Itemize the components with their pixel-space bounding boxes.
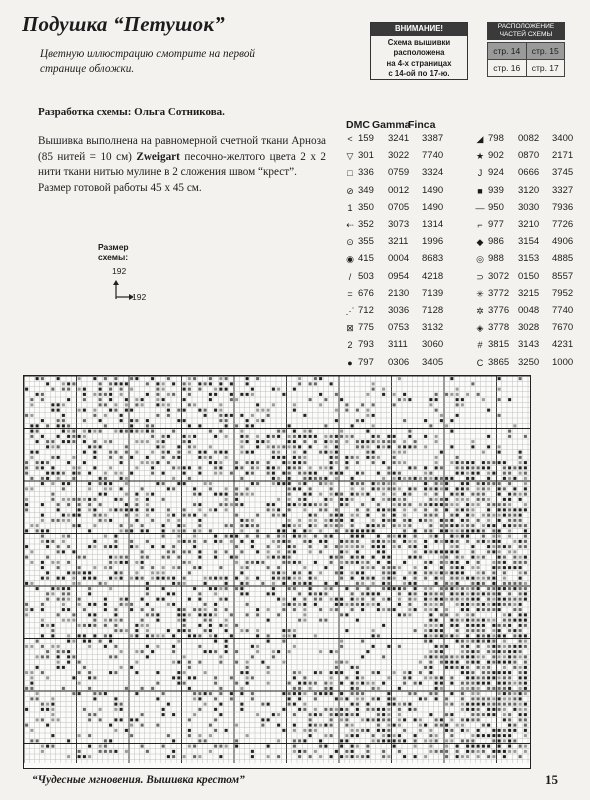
finca-number: 7936 <box>552 201 574 213</box>
finca-number: 2171 <box>552 150 574 162</box>
description-text: песочно-желтого цвета 2 х 2 нити ткани нитью мулине в 2 сложения швом “крест”. <box>38 150 326 178</box>
gamma-number: 2130 <box>388 287 410 299</box>
double-equals-symbol-icon: = <box>347 288 353 299</box>
finca-number: 3745 <box>552 167 574 179</box>
finca-number: 3400 <box>552 133 574 144</box>
designer-credit: Разработка схемы: Ольга Сотникова. <box>38 106 225 118</box>
page-cell: стр. 14 <box>488 43 527 60</box>
notice-line: на 4-х страницах <box>386 58 452 68</box>
gamma-number: 3210 <box>518 219 540 230</box>
star-symbol-icon: ★ <box>475 151 485 162</box>
finca-number: 4885 <box>552 253 574 265</box>
dmc-number: 939 <box>488 184 504 196</box>
less-than-symbol-icon: < <box>347 134 353 144</box>
finished-size: Размер готовой работы 45 х 45 см. <box>38 181 202 194</box>
circle-dot-symbol-icon: ⊙ <box>346 237 354 248</box>
digit-two-symbol-icon: 2 <box>347 340 353 351</box>
finca-number: 7128 <box>422 305 444 316</box>
size-height: 192 <box>112 266 127 276</box>
slashed-circle-symbol-icon: ⊘ <box>346 185 354 196</box>
finca-number: 7740 <box>422 150 444 162</box>
size-label: схемы: <box>98 252 129 262</box>
notice-heading: ВНИМАНИЕ! <box>371 23 467 36</box>
dmc-number: 3865 <box>488 356 510 368</box>
gamma-number: 3143 <box>518 339 540 351</box>
dmc-number: 712 <box>358 305 374 316</box>
notice-line: с 14-ой по 17-ю. <box>388 69 450 78</box>
gamma-number: 3215 <box>518 287 540 299</box>
finca-number: 7740 <box>552 305 574 316</box>
legend-header: DMC <box>346 119 370 131</box>
finca-number: 1490 <box>422 184 444 196</box>
legend-header: Finca <box>408 119 436 131</box>
gamma-number: 0150 <box>518 270 540 282</box>
triangle-down-symbol-icon: ▽ <box>346 151 354 162</box>
page-cell: стр. 16 <box>488 60 527 77</box>
gamma-number: 0870 <box>518 150 540 162</box>
filled-square-symbol-icon: ■ <box>477 185 483 196</box>
gamma-number: 3211 <box>388 236 409 248</box>
magazine-title: “Чудесные мгновения. Вышивка крестом” <box>32 774 245 786</box>
page-number: 15 <box>545 772 558 787</box>
gamma-number: 3036 <box>388 305 410 316</box>
gamma-number: 3028 <box>518 322 540 334</box>
gamma-number: 0666 <box>518 167 540 179</box>
description <box>38 134 326 196</box>
target-symbol-icon: ◎ <box>476 254 484 265</box>
dmc-number: 352 <box>358 219 374 230</box>
dmc-number: 159 <box>358 133 374 144</box>
dmc-number: 503 <box>358 270 374 282</box>
dmc-number: 3776 <box>488 305 510 316</box>
dmc-number: 775 <box>358 322 374 334</box>
gamma-number: 0306 <box>388 356 410 368</box>
size-width: 192 <box>132 292 147 302</box>
finca-number: 8557 <box>552 270 574 282</box>
gamma-number: 3030 <box>518 201 540 213</box>
finca-number: 1314 <box>422 219 444 230</box>
page-title: Подушка “Петушок” <box>22 12 225 36</box>
gamma-number: 3154 <box>518 236 540 248</box>
gamma-number: 0954 <box>388 270 410 282</box>
description-text: Вышивка выполнена на равномерной счетной ткани Арноза (85 нитей = 10 см) <box>38 135 326 163</box>
page-cell: стр. 17 <box>526 60 565 77</box>
filled-circle-dot-symbol-icon: ◉ <box>346 254 354 265</box>
notice-line: расположена <box>393 48 445 57</box>
gamma-number: 0048 <box>518 305 540 316</box>
dmc-number: 797 <box>358 356 374 368</box>
finca-number: 7952 <box>552 287 574 299</box>
pages-table <box>487 42 565 77</box>
crossed-square-symbol-icon: ⊠ <box>346 323 354 334</box>
sun-symbol-icon: ✲ <box>476 306 484 316</box>
finca-number: 3405 <box>422 356 444 368</box>
finca-number: 7139 <box>422 287 444 299</box>
dmc-number: 798 <box>488 133 504 144</box>
dmc-number: 676 <box>358 287 374 299</box>
dmc-number: 902 <box>488 150 504 162</box>
square-outline-symbol-icon: □ <box>347 168 353 179</box>
brand-name: Zweigart <box>136 150 180 163</box>
pages-heading: РАСПОЛОЖЕНИЕ <box>497 23 555 30</box>
asterisk-symbol-icon: ✳ <box>476 288 484 299</box>
slash-symbol-icon: / <box>348 271 352 282</box>
size-label: Размер <box>98 242 129 252</box>
finca-number: 1996 <box>422 236 444 248</box>
finca-number: 8683 <box>422 253 444 265</box>
gamma-number: 3250 <box>518 356 540 368</box>
dmc-number: 986 <box>488 236 504 248</box>
pages-heading: ЧАСТЕЙ СХЕМЫ <box>499 31 553 38</box>
dash-symbol-icon: — <box>475 202 485 213</box>
dmc-number: 301 <box>358 150 374 162</box>
gamma-number: 0012 <box>388 184 410 196</box>
letter-c-symbol-icon: C <box>476 357 484 368</box>
curve-symbol-icon: ⊃ <box>476 271 484 282</box>
dmc-number: 977 <box>488 219 504 230</box>
finca-number: 3324 <box>422 167 444 179</box>
gamma-number: 3073 <box>388 219 410 230</box>
scheme-size <box>98 242 158 302</box>
dmc-number: 3772 <box>488 287 510 299</box>
finca-number: 4218 <box>422 270 444 282</box>
dmc-number: 3815 <box>488 339 510 351</box>
gamma-number: 0082 <box>518 133 540 144</box>
finca-number: 4231 <box>552 339 574 351</box>
finca-number: 3327 <box>552 184 574 196</box>
gamma-number: 3241 <box>388 133 410 144</box>
finca-number: 3387 <box>422 133 444 144</box>
dmc-number: 950 <box>488 201 504 213</box>
filled-dot-symbol-icon: ● <box>347 357 353 368</box>
corner-symbol-icon: ⌐ <box>477 220 483 230</box>
hash-symbol-icon: # <box>477 340 483 351</box>
arrow-left-symbol-icon: ⇠ <box>346 220 354 230</box>
legend-header: Gamma <box>372 119 411 131</box>
dmc-number: 355 <box>358 236 374 248</box>
dmc-number: 349 <box>358 184 374 196</box>
finca-number: 7726 <box>552 219 574 230</box>
dmc-number: 793 <box>358 339 374 351</box>
gamma-number: 0753 <box>388 322 410 334</box>
dmc-number: 415 <box>358 253 374 265</box>
finca-number: 3132 <box>422 322 444 334</box>
finca-number: 7670 <box>552 322 574 334</box>
finca-number: 3060 <box>422 339 444 351</box>
finca-number: 1000 <box>552 356 574 368</box>
letter-j-symbol-icon: J <box>477 168 483 179</box>
stitch-grid <box>24 376 530 763</box>
scheme-pages-box <box>487 22 565 84</box>
subtitle: Цветную иллюстрацию смотрите на первой странице обложки. <box>40 48 256 75</box>
finca-number: 4906 <box>552 236 574 248</box>
diamond-symbol-icon: ◆ <box>476 237 484 248</box>
gamma-number: 3153 <box>518 253 540 265</box>
dmc-number: 336 <box>358 167 374 179</box>
digit-one-symbol-icon: 1 <box>347 202 353 213</box>
cross-stitch-chart <box>23 375 531 769</box>
notice-line: Схема вышивки <box>387 37 451 47</box>
dmc-number: 924 <box>488 167 504 179</box>
page-cell: стр. 15 <box>526 43 565 60</box>
dot-slash-symbol-icon: ⋰ <box>345 306 355 316</box>
gamma-number: 0759 <box>388 167 410 179</box>
gamma-number: 0705 <box>388 201 410 213</box>
dmc-number: 3072 <box>488 270 510 282</box>
diamond-outline-symbol-icon: ◈ <box>476 323 484 334</box>
notice-box <box>370 22 468 80</box>
finca-number: 1490 <box>422 201 444 213</box>
gamma-number: 3120 <box>518 184 540 196</box>
filled-triangle-symbol-icon: ◢ <box>476 134 484 144</box>
gamma-number: 0004 <box>388 253 410 265</box>
gamma-number: 3111 <box>388 339 408 351</box>
dmc-number: 350 <box>358 201 374 213</box>
dmc-number: 3778 <box>488 322 510 334</box>
dmc-number: 988 <box>488 253 504 265</box>
gamma-number: 3022 <box>388 150 410 162</box>
